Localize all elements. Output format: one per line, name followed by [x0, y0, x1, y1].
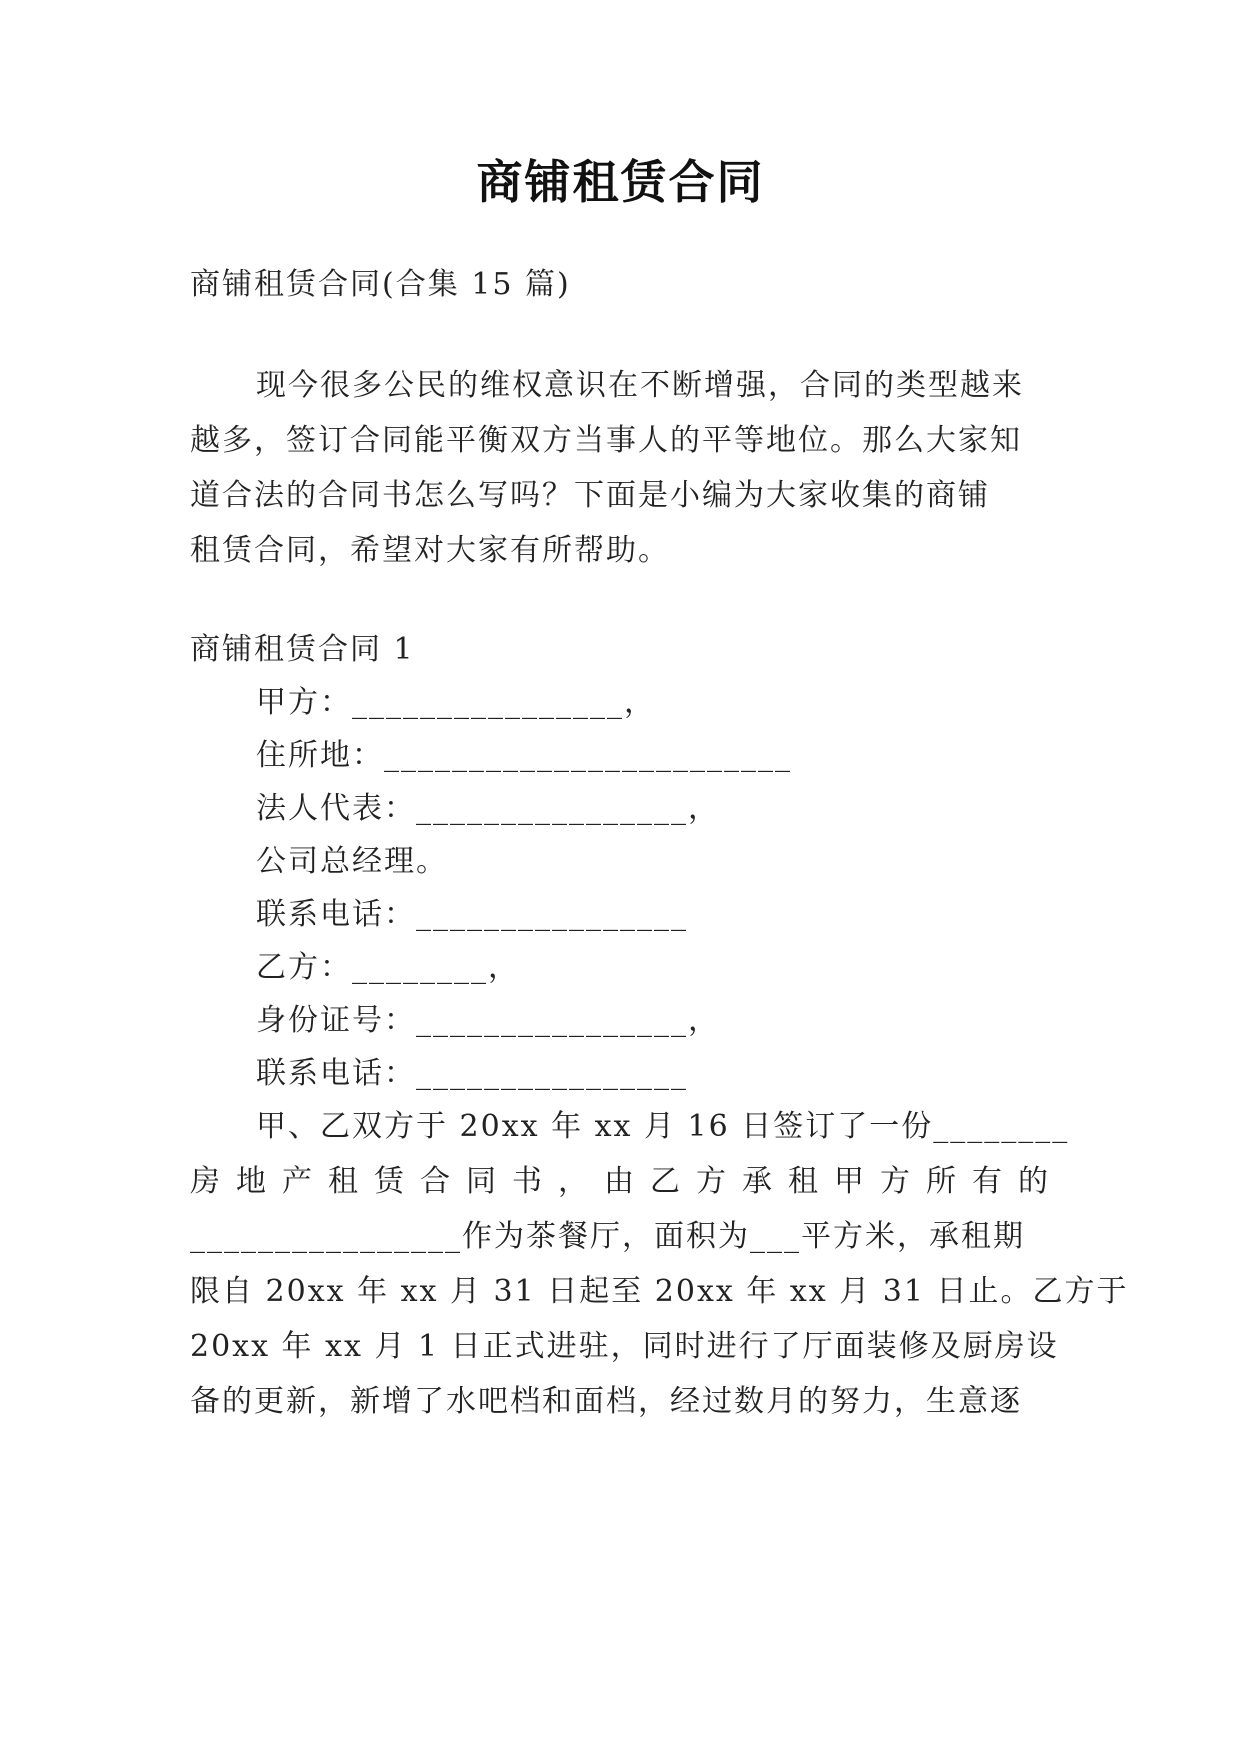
section-heading: 商铺租赁合同 1 [190, 632, 415, 667]
field-id-number: 身份证号：________________， [256, 1003, 720, 1038]
body-line: ________________作为茶餐厅，面积为___平方米，承租期 [190, 1219, 1025, 1254]
document-subtitle: 商铺租赁合同(合集 15 篇) [190, 267, 571, 302]
body-line: 限自 20xx 年 xx 月 31 日起至 20xx 年 xx 月 31 日止。乙方于 [190, 1274, 1129, 1309]
intro-line: 现今很多公民的维权意识在不断增强，合同的类型越来 [256, 368, 1024, 403]
document-title: 商铺租赁合同 [476, 155, 765, 209]
intro-line: 租赁合同，希望对大家有所帮助。 [190, 533, 670, 568]
field-party-a: 甲方：________________， [256, 685, 656, 720]
body-line: 甲、乙双方于 20xx 年 xx 月 16 日签订了一份________ [256, 1109, 1070, 1144]
field-phone-a: 联系电话：________________ [256, 897, 688, 932]
body-line: 20xx 年 xx 月 1 日正式进驻，同时进行了厅面装修及厨房设 [190, 1329, 1059, 1364]
field-general-manager: 公司总经理。 [256, 844, 448, 879]
body-line: 备的更新，新增了水吧档和面档，经过数月的努力，生意逐 [190, 1384, 1022, 1419]
field-phone-b: 联系电话：________________ [256, 1056, 688, 1091]
field-legal-rep: 法人代表：________________， [256, 791, 720, 826]
body-line: 房地产租赁合同书，由乙方承租甲方所有的 [190, 1164, 1050, 1199]
field-address: 住所地：________________________ [256, 738, 792, 773]
field-party-b: 乙方：________， [256, 950, 520, 985]
intro-line: 越多，签订合同能平衡双方当事人的平等地位。那么大家知 [190, 423, 1022, 458]
intro-line: 道合法的合同书怎么写吗？下面是小编为大家收集的商铺 [190, 478, 990, 513]
